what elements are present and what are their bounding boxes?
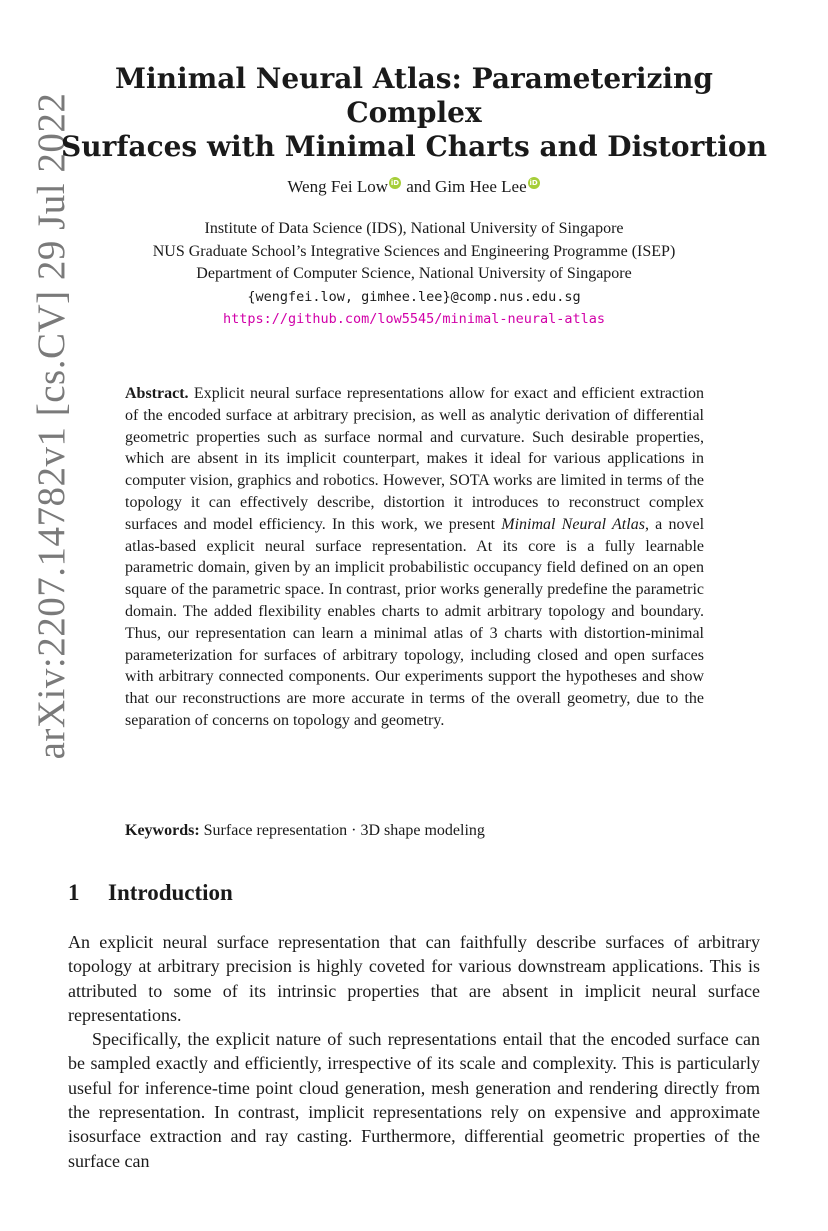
keywords — [125, 820, 704, 842]
affiliation-block — [40, 218, 788, 331]
author-name: Weng Fei Low — [287, 177, 388, 196]
title-line-2: Surfaces with Minimal Charts and Distortion — [61, 130, 767, 163]
paragraph: An explicit neural surface representation that can faithfully describe surfaces of arbitrary topology at arbitrary precision is highly coveted for various downstream applications. This is attributed to some of its intrinsic properties that are absent in implicit neural surface representations. — [68, 932, 760, 1025]
paragraph: Specifically, the explicit nature of such representations entail that the encoded surface can be sampled exactly and efficiently, irrespective of its scale and complexity. This is particularly useful for inference-time point cloud generation, mesh generation and rendering directly from the representation. In contrast, implicit representations rely on expensive and approximate isosurface extraction and ray casting. Furthermore, differential geometric properties of the surface can — [68, 1029, 760, 1171]
method-name: Minimal Neural Atlas — [501, 515, 645, 533]
affiliation-line: Department of Computer Science, National University of Singapore — [196, 265, 632, 282]
affiliation-line: Institute of Data Science (IDS), National University of Singapore — [204, 220, 624, 237]
author-list — [60, 176, 768, 198]
section-number: 1 — [68, 880, 80, 905]
keywords-text: Surface representation · 3D shape modeling — [203, 822, 485, 839]
section-title: Introduction — [108, 880, 233, 905]
author-connector: and — [406, 177, 431, 196]
email-addresses: {wengfei.low, gimhee.lee}@comp.nus.edu.sg — [247, 288, 581, 305]
keywords-label: Keywords: — [125, 822, 200, 839]
orcid-icon[interactable]: iD — [390, 179, 400, 188]
author-name: Gim Hee Lee — [435, 177, 527, 196]
title-line-1: Minimal Neural Atlas: Parameterizing Complex — [114, 62, 713, 129]
abstract-text: Explicit neural surface representations allow for exact and efficient extraction of the encoded surface at arbitrary precision, as well as analytic derivation of differential geometric properties such as surface normal and curvature. Such desirable properties, which are absent in its implicit counterpart, makes it ideal for various applications in computer vision, graphics and robotics. However, SOTA works are limited in terms of the topology it can effectively describe, distortion it introduces to reconstruct complex surfaces and model efficiency. In this work, we present — [125, 385, 704, 533]
introduction-body — [68, 930, 760, 1173]
section-heading — [68, 878, 233, 908]
paper-title — [60, 62, 768, 164]
arxiv-identifier: arXiv:2207.14782v1 [cs.CV] 29 Jul 2022 — [30, 92, 73, 760]
affiliation-line: NUS Graduate School’s Integrative Sciences and Engineering Programme (ISEP) — [152, 242, 676, 260]
orcid-icon[interactable]: iD — [529, 179, 538, 188]
github-link[interactable]: https://github.com/low5545/minimal-neural-atlas — [222, 311, 605, 327]
abstract-label: Abstract. — [125, 385, 189, 402]
abstract — [125, 383, 704, 732]
abstract-text: , a novel atlas-based explicit neural surface representation. At its core is a fully learnable parametric domain, given by an implicit probabilistic occupancy field defined on an open square of the parametric space. In contrast, prior works generally predefine the parametric domain. The added flexibility enables charts to admit arbitrary topology and boundary. Thus, our representation can learn a minimal atlas of 3 charts with distortion-minimal parameterization for surfaces of arbitrary topology, including closed and open surfaces with arbitrary connected components. Our experiments support the hypotheses and show that our reconstructions are more accurate in terms of the overall geometry, due to the separation of concerns on topology and geometry. — [125, 515, 705, 729]
